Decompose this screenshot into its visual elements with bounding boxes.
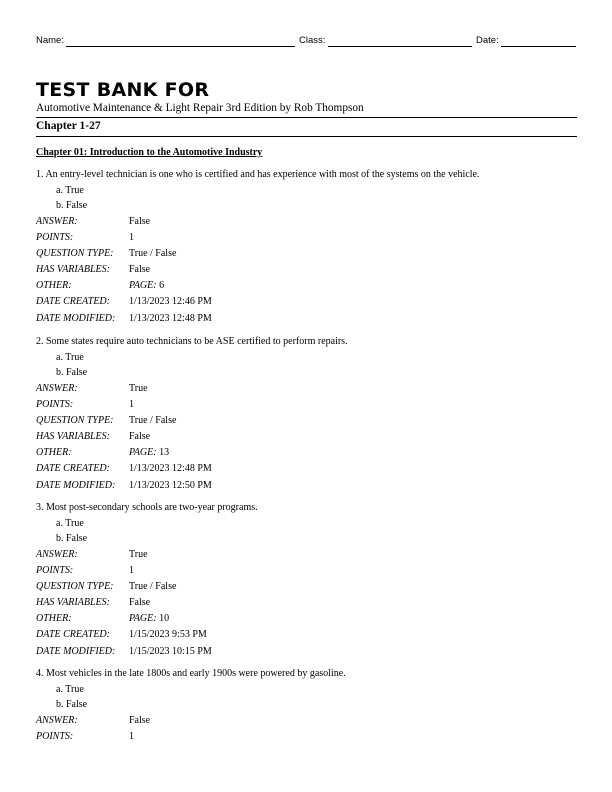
points-label: POINTS: [36,398,74,410]
date-modified-label: DATE MODIFIED: [36,645,116,657]
has-variables-label: HAS VARIABLES: [36,264,110,276]
chapter-range: Chapter 1-27 [36,120,101,132]
page-label: PAGE: [129,447,157,459]
class-blank-line[interactable] [328,46,472,47]
page-value: 6 [159,280,165,292]
has-variables-value: False [129,264,151,276]
answer-value: False [129,714,151,726]
answer-label: ANSWER: [36,215,78,227]
chapter-divider [36,136,577,137]
section-title: Chapter 01: Introduction to the Automotive Industry [36,147,263,158]
date-created-label: DATE CREATED: [36,296,110,308]
date-created-value: 1/13/2023 12:46 PM [129,296,212,308]
question-type-label: QUESTION TYPE: [36,247,114,259]
points-value: 1 [129,564,134,576]
option-b: b. False [56,367,88,378]
date-modified-row [36,311,576,327]
question-block [36,167,576,327]
answer-row [36,214,576,230]
answer-row [36,713,576,729]
answer-row [36,547,576,563]
other-row [36,445,576,461]
other-label: OTHER: [36,447,72,459]
points-label: POINTS: [36,231,74,243]
student-info-header [36,35,576,49]
answer-label: ANSWER: [36,548,78,560]
date-modified-row [36,644,576,660]
name-blank-line[interactable] [66,46,295,47]
question-stem: 2. Some states require auto technicians to be ASE certified to perform repairs. [36,336,348,347]
page-label: PAGE: [129,613,157,625]
answer-value: False [129,215,151,227]
date-label: Date: [476,35,499,46]
date-created-value: 1/13/2023 12:48 PM [129,463,212,475]
answer-row [36,381,576,397]
points-row [36,729,576,745]
option-a: a. True [56,683,84,695]
question-type-row [36,246,576,262]
date-created-label: DATE CREATED: [36,463,110,475]
points-label: POINTS: [36,730,74,742]
points-value: 1 [129,730,134,742]
option-b: b. False [56,200,88,211]
question-stem: 4. Most vehicles in the late 1800s and early 1900s were powered by gasoline. [36,668,346,679]
date-modified-value: 1/13/2023 12:48 PM [129,312,212,324]
title-divider [36,117,577,118]
date-created-value: 1/15/2023 9:53 PM [129,629,207,641]
option-a: a. True [56,184,84,196]
date-modified-row [36,478,576,494]
question-type-value: True / False [129,580,177,592]
has-variables-value: False [129,597,151,609]
page-value: 13 [159,447,170,459]
other-label: OTHER: [36,280,72,292]
points-value: 1 [129,398,134,410]
has-variables-value: False [129,431,151,443]
option-a: a. True [56,351,84,363]
date-created-label: DATE CREATED: [36,629,110,641]
answer-label: ANSWER: [36,382,78,394]
test-bank-title: TEST BANK FOR [36,79,210,101]
other-row [36,611,576,627]
other-row [36,278,576,294]
points-value: 1 [129,231,134,243]
date-modified-value: 1/15/2023 10:15 PM [129,645,212,657]
answer-label: ANSWER: [36,714,78,726]
answer-value: True [129,382,148,394]
question-type-value: True / False [129,414,177,426]
date-created-row [36,294,576,310]
has-variables-row [36,595,576,611]
question-stem: 1. An entry-level technician is one who is certified and has experience with most of the systems on the vehicle. [36,169,480,180]
page-value: 10 [159,613,170,625]
option-b: b. False [56,533,88,544]
name-label: Name: [36,35,64,46]
points-row [36,230,576,246]
page-label: PAGE: [129,280,157,292]
question-block [36,500,576,660]
question-type-label: QUESTION TYPE: [36,580,114,592]
has-variables-label: HAS VARIABLES: [36,597,110,609]
date-created-row [36,627,576,643]
has-variables-row [36,429,576,445]
question-type-row [36,413,576,429]
question-block [36,334,576,494]
date-blank-line[interactable] [501,46,576,47]
option-a: a. True [56,517,84,529]
date-modified-label: DATE MODIFIED: [36,479,116,491]
question-type-value: True / False [129,247,177,259]
question-stem: 3. Most post-secondary schools are two-year programs. [36,502,258,513]
has-variables-row [36,262,576,278]
answer-value: True [129,548,148,560]
other-label: OTHER: [36,613,72,625]
class-label: Class: [299,35,326,46]
question-type-row [36,579,576,595]
date-modified-label: DATE MODIFIED: [36,312,116,324]
question-block [36,666,576,745]
book-subtitle: Automotive Maintenance & Light Repair 3rd Edition by Rob Thompson [36,102,364,114]
has-variables-label: HAS VARIABLES: [36,431,110,443]
date-created-row [36,461,576,477]
option-b: b. False [56,699,88,710]
date-modified-value: 1/13/2023 12:50 PM [129,479,212,491]
points-label: POINTS: [36,564,74,576]
points-row [36,397,576,413]
points-row [36,563,576,579]
question-type-label: QUESTION TYPE: [36,414,114,426]
